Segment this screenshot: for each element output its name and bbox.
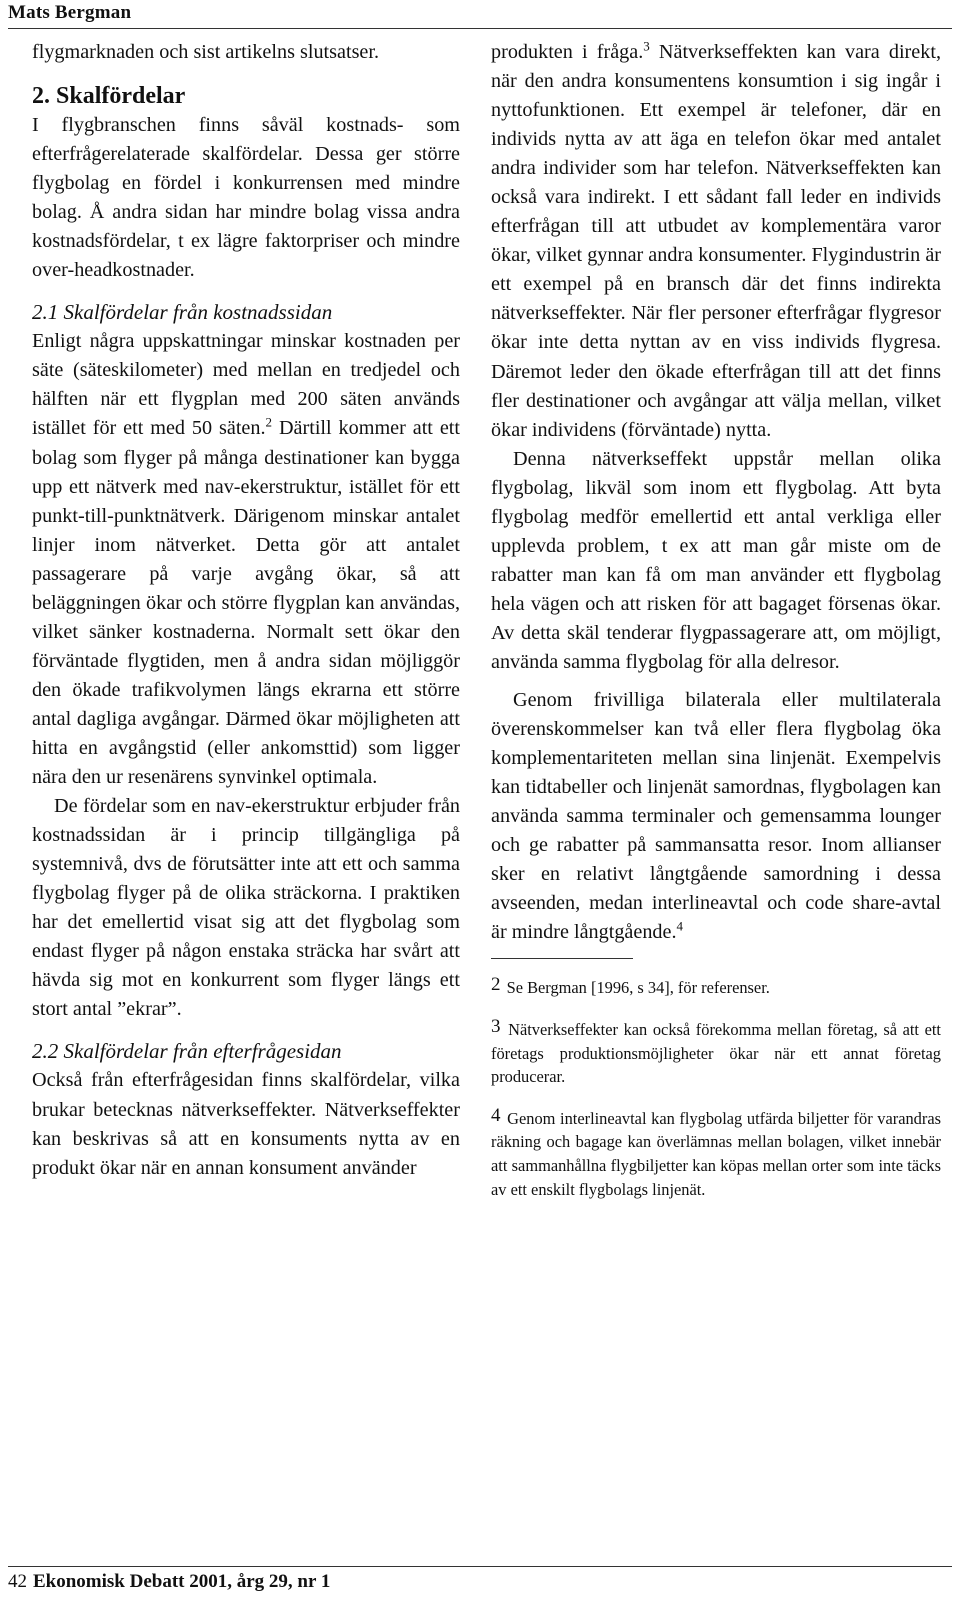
footnote-number: 4 [491, 1104, 501, 1126]
footnote-text: Genom interlineavtal kan flygbolag utfärda biljetter för varandras räkning och bagage kan överlämnas mellan bolagen, vilket innebär att sammanhållna flygbiljetter kan köpas mellan orter som inte täcks av ett enskilt flygbolags linjenät. [491, 1108, 941, 1199]
left-column [32, 38, 460, 1183]
footnote-ref-3[interactable]: 3 [643, 38, 650, 54]
footnote-3 [491, 1015, 941, 1089]
footnote-number: 3 [491, 1016, 501, 1038]
text-run: Enligt några uppskattningar minskar kostnaden per säte (säteskilometer) med mellan en tredjedel och hälften när ett flygplan med 200 säten används istället för ett med 50 säten. [32, 330, 460, 440]
section-2-heading: 2. Skalfördelar [32, 83, 186, 110]
text-run: produkten i fråga. [491, 41, 644, 63]
footnote-ref-4[interactable]: 4 [676, 918, 684, 934]
journal-citation: Ekonomisk Debatt 2001, årg 29, nr 1 [33, 1571, 331, 1592]
running-footer [8, 1571, 330, 1593]
footnote-rule [491, 958, 633, 959]
section-2-2-heading: 2.2 Skalfördelar från efterfrågesidan [32, 1039, 342, 1064]
footnote-2 [491, 973, 941, 1000]
section-2-2-paragraph: Också från efterfrågesidan finns skalfördelar, vilka brukar betecknas nätverkseffekter. Nätverkseffekter kan beskrivas så att en konsuments nytta av en produkt ökar när en annan konsument använder [32, 1069, 460, 1179]
right-paragraph-3 [491, 686, 941, 947]
header-rule [8, 28, 952, 29]
running-header-author: Mats Bergman [8, 2, 132, 23]
footer-rule [8, 1566, 952, 1567]
section-2-paragraph: I flygbranschen finns såväl kostnads- som efterfrågerelaterade skalfördelar. Dessa ger större flygbolag en fördel i konkurrensen med mindre bolag. Å andra sidan har mindre bolag vissa andra kostnadsfördelar, t ex lägre faktorpriser och mindre over-headkostnader. [32, 114, 460, 282]
footnote-4 [491, 1104, 941, 1201]
right-paragraph-1 [491, 38, 941, 445]
section-2-1-paragraph-2: De fördelar som en nav-ekerstruktur erbjuder från kostnadssidan är i princip tillgängliga på systemnivå, dvs de förutsätter inte att ett och samma flygbolag flyger på de olika sträckorna. I praktiken har det emellertid visat sig att det flygbolag som endast flyger på någon enstaka sträcka har svårt att hävda sig mot en konkurrent som flyger längs ett stort antal ”ekrar”. [32, 795, 460, 1021]
footnote-text: Se Bergman [1996, s 34], för referenser. [506, 978, 770, 998]
section-2-1-heading: 2.1 Skalfördelar från kostnadssidan [32, 300, 333, 325]
page-number: 42 [8, 1571, 27, 1592]
footnote-ref-2[interactable]: 2 [265, 414, 273, 430]
text-run: Nätverkseffekten kan vara direkt, när den andra konsumentens konsumtion i sig ingår i nyttofunktionen. Ett exempel är telefoner, där en individs nytta av att äga en telefon ökar med antalet andra individer som har telefon. Nätverkseffekten kan också vara indirekt. I ett sådant fall leder en individs efterfrågan till att utbudet av komplementära varor ökar, vilket gynnar andra konsumenter. Flygindustrin är ett exempel på en bransch där det finns indirekta nätverkseffekter. När fler personer efterfrågar flygresor ökar inte detta nyttan av en viss individs flygresa. Däremot leder den ökade efterfrågan till att det finns fler destinationer och avgångar att välja mellan, vilket ökar individens (förväntade) nytta. [491, 41, 941, 441]
right-paragraph-2: Denna nätverkseffekt uppstår mellan olika flygbolag, likväl som inom ett flygbolag. Att byta flygbolag medför emellertid ett antal verkliga eller upplevda problem, t ex att man går miste om de rabatter man kan få om man använder ett flygbolag hela vägen och att risken för att bagaget försenas ökar. Av detta skäl tenderar flygpassagerare att, om möjligt, använda samma flygbolag för alla delresor. [491, 447, 941, 673]
text-run: Genom frivilliga bilaterala eller multilaterala överenskommelser kan två eller flera flygbolag öka komplementariteten mellan sina linjenät. Exempelvis kan tidtabeller och linjenät samordnas, flygbolagen kan använda samma terminaler och gemensamma lounger och ge rabatter på sammansatta resor. Inom allianser sker en relativt långtgående samordning i dessa avseenden, medan interlineavtal och code share-avtal är mindre långtgående. [491, 689, 941, 944]
footnote-number: 2 [491, 974, 501, 996]
section-2-1-paragraph-1 [32, 327, 460, 792]
footnote-text: Nätverkseffekter kan också förekomma mellan företag, så att ett företags produktionsmöjligheter ökar när ett annat företag producerar. [491, 1020, 941, 1087]
intro-paragraph: flygmarknaden och sist artikelns slutsatser. [32, 41, 380, 63]
text-run: Därtill kommer att ett bolag som flyger på många destinationer kan bygga upp ett nätverk med nav-ekerstruktur, istället för ett punkt-till-punktnätverk. Därigenom minskar antalet linjer inom nätverket. Detta gör att antalet passagerare på varje avgång ökar, så att beläggningen ökar och större flygplan kan användas, vilket sänker kostnaderna. Normalt sett ökar den förväntade flygtiden, men å andra sidan möjliggör den ökade trafikvolymen längs ekrarna ett större antal dagliga avgångar. Därmed ökar möjligheten att hitta en avgångstid (eller ankomsttid) som ligger nära den ur resenärens synvinkel optimala. [32, 417, 460, 789]
right-column [491, 38, 941, 1216]
